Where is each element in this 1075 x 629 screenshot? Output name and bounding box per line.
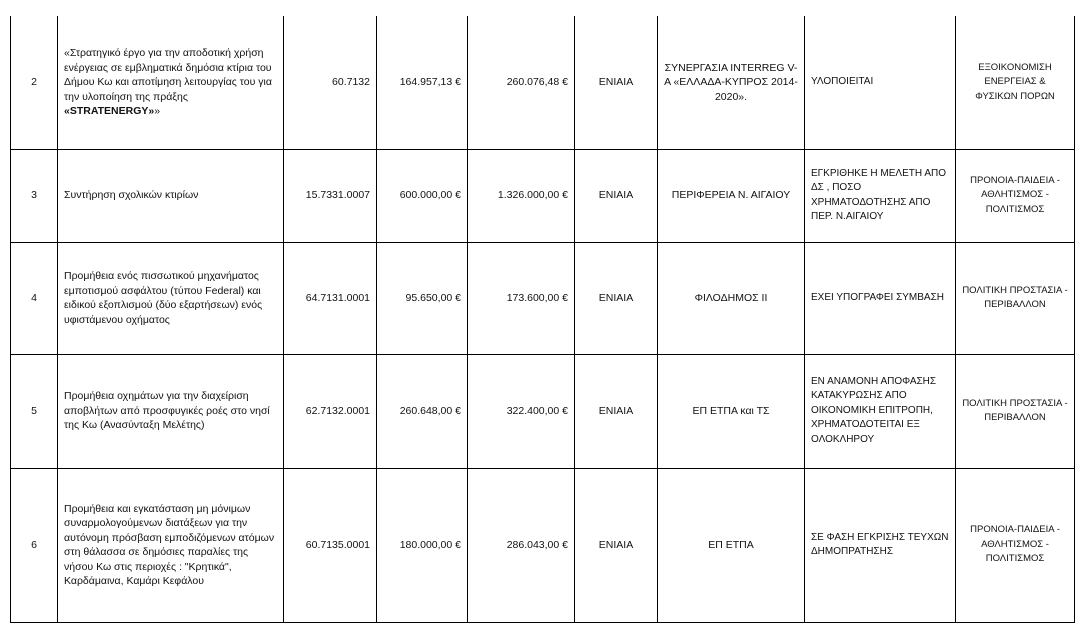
amount-allocated: 260.648,00 € bbox=[377, 354, 468, 468]
amount-allocated: 180.000,00 € bbox=[377, 468, 468, 622]
funding-source: ΣΥΝΕΡΓΑΣΙΑ INTERREG V-A «ΕΛΛΑΔΑ-ΚΥΠΡΟΣ 2014-2020». bbox=[658, 16, 805, 149]
table-row bbox=[11, 242, 1075, 354]
project-type: ΕΝΙΑΙΑ bbox=[575, 242, 658, 354]
project-status: ΥΛΟΠΟΙΕΙΤΑΙ bbox=[805, 16, 956, 149]
amount-total: 322.400,00 € bbox=[468, 354, 575, 468]
table-row bbox=[11, 149, 1075, 242]
budget-code: 15.7331.0007 bbox=[284, 149, 377, 242]
budget-code: 60.7135.0001 bbox=[284, 468, 377, 622]
funding-source: ΦΙΛΟΔΗΜΟΣ ΙΙ bbox=[658, 242, 805, 354]
table-row bbox=[11, 354, 1075, 468]
project-status: ΕΧΕΙ ΥΠΟΓΡΑΦΕΙ ΣΥΜΒΑΣΗ bbox=[805, 242, 956, 354]
budget-code: 62.7132.0001 bbox=[284, 354, 377, 468]
table-row bbox=[11, 468, 1075, 622]
row-number: 4 bbox=[11, 242, 58, 354]
funding-source: ΠΕΡΙΦΕΡΕΙΑ Ν. ΑΙΓΑΙΟΥ bbox=[658, 149, 805, 242]
amount-total: 1.326.000,00 € bbox=[468, 149, 575, 242]
project-status: ΣΕ ΦΑΣΗ ΕΓΚΡΙΣΗΣ ΤΕΥΧΩΝ ΔΗΜΟΠΡΑΤΗΣΗΣ bbox=[805, 468, 956, 622]
amount-allocated: 95.650,00 € bbox=[377, 242, 468, 354]
project-title: Προμήθεια οχημάτων για την διαχείριση αποβλήτων από προσφυγικές ροές στο νησί της Κω (Ανασύνταξη Μελέτης) bbox=[58, 354, 284, 468]
project-type: ΕΝΙΑΙΑ bbox=[575, 16, 658, 149]
project-type: ΕΝΙΑΙΑ bbox=[575, 149, 658, 242]
project-status: ΕΓΚΡΙΘΗΚΕ Η ΜΕΛΕΤΗ ΑΠΟ ΔΣ , ΠΟΣΟ ΧΡΗΜΑΤΟΔΟΤΗΣΗΣ ΑΠΟ ΠΕΡ. Ν.ΑΙΓΑΙΟΥ bbox=[805, 149, 956, 242]
project-category: ΠΡΟΝΟΙΑ-ΠΑΙΔΕΙΑ - ΑΘΛΗΤΙΣΜΟΣ - ΠΟΛΙΤΙΣΜΟΣ bbox=[956, 149, 1075, 242]
amount-total: 286.043,00 € bbox=[468, 468, 575, 622]
amount-allocated: 600.000,00 € bbox=[377, 149, 468, 242]
amount-allocated: 164.957,13 € bbox=[377, 16, 468, 149]
project-category: ΠΟΛΙΤΙΚΗ ΠΡΟΣΤΑΣΙΑ - ΠΕΡΙΒΑΛΛΟΝ bbox=[956, 354, 1075, 468]
project-type: ΕΝΙΑΙΑ bbox=[575, 468, 658, 622]
row-number: 2 bbox=[11, 16, 58, 149]
budget-code: 60.7132 bbox=[284, 16, 377, 149]
funding-source: ΕΠ ΕΤΠΑ και ΤΣ bbox=[658, 354, 805, 468]
project-title: Προμήθεια ενός πισσωτικού μηχανήματος εμποτισμού ασφάλτου (τύπου Federal) και ειδικού εξοπλισμού (δύο εξαρτήσεων) ενός υφιστάμενου οχήματος bbox=[58, 242, 284, 354]
project-title-bold: «STRATENERGY» bbox=[64, 105, 155, 117]
project-category: ΕΞΟΙΚΟΝΟΜΙΣΗ ΕΝΕΡΓΕΙΑΣ & ΦΥΣΙΚΩΝ ΠΟΡΩΝ bbox=[956, 16, 1075, 149]
row-number: 6 bbox=[11, 468, 58, 622]
project-title: Συντήρηση σχολικών κτιρίων bbox=[58, 149, 284, 242]
amount-total: 173.600,00 € bbox=[468, 242, 575, 354]
project-title: Προμήθεια και εγκατάσταση μη μόνιμων συναρμολογούμενων διατάξεων για την αυτόνομη πρόσβαση εμποδιζόμενων ατόμων στη θάλασσα σε δημόσιες παραλίες της νήσου Κω στις περιοχές : "Κρητικά", Καρδάμαινα, Καμάρι Κεφάλου bbox=[58, 468, 284, 622]
project-type: ΕΝΙΑΙΑ bbox=[575, 354, 658, 468]
funding-source: ΕΠ ΕΤΠΑ bbox=[658, 468, 805, 622]
row-number: 3 bbox=[11, 149, 58, 242]
projects-table bbox=[10, 16, 1075, 623]
amount-total: 260.076,48 € bbox=[468, 16, 575, 149]
budget-code: 64.7131.0001 bbox=[284, 242, 377, 354]
project-title: «Στρατηγικό έργο για την αποδοτική χρήση ενέργειας σε εμβληματικά δημόσια κτίρια του Δήμου Κω και αποτίμηση λειτουργίας του για την υλοποίηση της πράξης «STRATENERGY»» bbox=[58, 16, 284, 149]
row-number: 5 bbox=[11, 354, 58, 468]
project-category: ΠΟΛΙΤΙΚΗ ΠΡΟΣΤΑΣΙΑ - ΠΕΡΙΒΑΛΛΟΝ bbox=[956, 242, 1075, 354]
project-status: ΕΝ ΑΝΑΜΟΝΗ ΑΠΟΦΑΣΗΣ ΚΑΤΑΚΥΡΩΣΗΣ ΑΠΟ ΟΙΚΟΝΟΜΙΚΗ ΕΠΙΤΡΟΠΗ, ΧΡΗΜΑΤΟΔΟΤΕΙΤΑΙ ΕΞ ΟΛΟΚΛΗΡΟΥ bbox=[805, 354, 956, 468]
table-row bbox=[11, 16, 1075, 149]
project-category: ΠΡΟΝΟΙΑ-ΠΑΙΔΕΙΑ - ΑΘΛΗΤΙΣΜΟΣ - ΠΟΛΙΤΙΣΜΟΣ bbox=[956, 468, 1075, 622]
